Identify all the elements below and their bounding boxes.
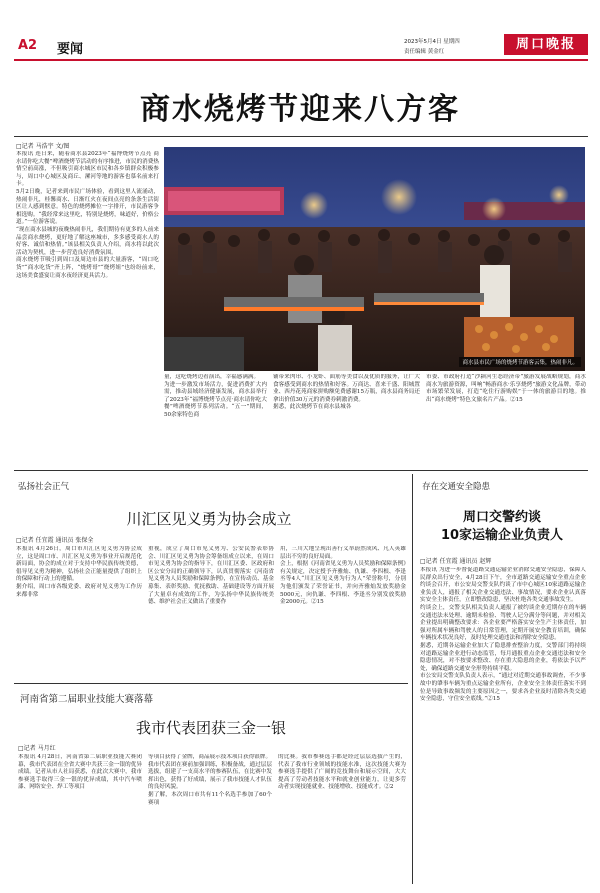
- story4-headline: 我市代表团获三金一银: [135, 719, 286, 737]
- lead-column-2: 量，这吃烧烤边看演出，幸福感满满。 为进一步激发市场活力，促进消费扩大内需，推动县域经济健康发展，商水县举行了2023年“福博烧烤节点亮·商水请你吃大餐”啤酒烧烤节系列活动。“五一”期间，50余家特色商: [164, 374, 267, 418]
- story4-kicker: 河南省第二届职业技能大赛落幕: [20, 694, 154, 705]
- story2-kicker: 弘扬社会正气: [18, 482, 70, 492]
- masthead-rule: [14, 59, 588, 61]
- story3-kicker: 存在交通安全隐患: [422, 482, 491, 492]
- story4-column-2: 等项目获得了金牌，商品展示技术项目获得银牌。 我市代表团在赛前加强训练，积极备战，通过层层选拔，组建了一支高水平的参赛队伍，在比赛中发挥出色，获得了好成绩，展示了我市技能人才队伍的良好风貌。 据了解，本次周口市共有11个名选手参加了60个赛项: [148, 754, 272, 806]
- masthead: [0, 0, 600, 62]
- lead-end-rule: [14, 470, 588, 471]
- newspaper-logo: 周口晚报: [504, 34, 588, 55]
- story2-headline: 川汇区见义勇为协会成立: [126, 510, 292, 528]
- story4-column-1: 本报讯 4月28日，河南省第二届职业技能大赛闭幕，我市代表团在全省大赛中共获三金一银的优异成绩。记者从市人社局获悉，在此次大赛中，我市参赛选手取得三金一银的优异成绩，其中汽车喷漆、网络安全、焊工等项目: [18, 754, 142, 791]
- page-number: A2: [18, 38, 38, 53]
- story3-byline: □记者 任宜霞 通讯员 赵辉: [420, 558, 492, 565]
- lead-column-4: 市委、市政府打造“沙颍河生态经济带”旅游发展战略规划，商水商水为旅游资源，叫响“畅游商水·乐享烧烤”旅游文化品牌，带动市场繁荣发展，打造“吃住行游购娱”于一体的旅游目的地。推出“商水烧烤”特色文旅名片产品。②15: [426, 374, 586, 403]
- story2-column-2: 重视，成立了周口市见义勇为、公安民警表彰协会、川汇区见义勇为协会筹备组成立以来，在周口市见义勇为协会的指导下，在川汇区委、区政府和区公安分局的正确领导下，认真贯彻落实《河南省见义勇为人员奖励和保障条例》，在宣传动员、基金募集、表彰奖励、优抚救助、基础建设等方面开展了大量卓有成效的工作，为弘扬中华民族传统美德、维护社会正义做出了重要作: [148, 546, 274, 606]
- story4-column-3: 的比赛。我市参赛选手都是经过层层选拔产生的，代表了我市行业领域的技能水准，这次技能大赛为参赛选手提供了广阔的竞技舞台和展示空间，大大提高了劳动者技能水平和就业创业能力，让更多劳动者实现技能就业、技能增收、技能成才。②2: [278, 754, 406, 791]
- photo-caption: 商水县市民广场的烧烤节游客云集，热闹非凡。: [459, 357, 581, 367]
- story2-byline: □记者 任宜霞 通讯员 张保全: [16, 537, 94, 544]
- story4-byline: □记者 马月红: [18, 745, 56, 752]
- story3-headline-line1: 周口交警约谈: [462, 510, 541, 525]
- story3-headline-line2: 10家运输企业负责人: [440, 528, 564, 543]
- lead-headline: 商水烧烤节迎来八方客: [140, 92, 460, 127]
- lead-rule: [14, 136, 588, 137]
- lead-column-3: 铺带来肉串、小龙虾、面筋等美食以及优质的服务，让广大食客感受到商水的热情和好客。万商达、喜来千盛、阳城置业、西丹花苑商家拼购额免费感谢15万瓶，商水县商务局还拿出价值30万元的消费券刺激消费。 据悉，此次烧烤节在商水县城各: [273, 374, 420, 411]
- story2-column-3: 用，三川大地呈现出善行义举蔚然成风、凡人英雄层出不穷的良好局面。 会上，根据《河南省见义勇为人员奖励和保障条例》有关规定，决定授予齐雅灿、仇谦、李四根、李逢丞等4人“川汇区见义勇为行为人”荣誉称号，分别为他们颁发了荣誉证书，并向齐雅灿发放奖励金5000元，向仇谦、李四根、李逢丞分别发放奖励金2000元。②15: [280, 546, 406, 606]
- lead-byline: □记者 马浩宇 文/图: [16, 143, 70, 150]
- lead-column-1: 本报讯 连日来，随着商水县2023年“福博烧烤节点亮 商水请你吃大餐”啤酒烧烤节活动的有序推进，市民的消费热情空前高涨，不但吸引商水城区市民和各乡镇群众积极参与，周口中心城区及商丘、漯河等地的游客也慕名前来打卡。 5月2日晚，记者来到市民广场体验，看到这里人流涌动，热闹非凡，桂馨商水、日渐红火在夜间点亮的条条生活街区让人感到惬意。特色的烧烤摊位一字排开，市民游客争相选购。“我经常来这里吃，特别是烧烤，味道好，价格公道。”一位游客说。 “现在商水县城的夜晚热闹非凡，我们期待有更多的人前来品尝商水烧烤，更好地了解这座城市，多多感受商水人的好客、诚信和热情。”该县相关负责人介绍，商水将以此次活动为契机，进一步营造良好消费氛围。 商水烧烤节吸引到周口及周边市县的大量游客，“周口吃货”“商水吃货”齐上阵，“烧烤哥”“烧烤姐”也纷纷前来，这场美食盛宴让商水夜经济更具活力。: [16, 151, 159, 279]
- story3-body: 本报讯 为进一步督促道路交通运输企业消除交通安全隐患，保障人民群众出行安全，4月28日下午，全市道路交通运输安全重点企业约谈会召开，市公安局交警支队约谈了市中心城区10家道路运输企业负责人，通报了相关企业交通违法、事故情况，要求企业认真落实安全主体责任，立即整改隐患，坚决杜绝各类交通事故发生。 约谈会上，交警支队相关负责人通报了被约谈企业近期存在的车辆交通违法未处理、逾期未检验、驾驶人记分满分等问题，并对相关企业提出明确整改要求：各企业要严格落实安全生产主体责任，加强对所属车辆和驾驶人的日常管理，定期开展安全教育培训，确保车辆技术状况良好，及时处理交通违法和消除安全隐患。 据悉，近期各运输企业加大了隐患排查整治力度，交警部门将持续对道路运输企业进行动态监管，每月通报重点企业交通违法和安全隐患情况，对不按要求整改、存在重大隐患的企业，将依法予以严处，确保道路交通安全形势持续平稳。 市公安局交警支队负责人表示，“通过对近期交通事故调查，不少事故中的肇事车辆为重点运输企业所有，企业安全主体责任落实不到位是导致事故频发的主要原因之一，要求各企业及时清除各类交通安全隐患，守住安全底线。”②15: [420, 567, 586, 703]
- column-divider: [412, 474, 413, 884]
- page-editor: 责任编辑 黄金红: [404, 49, 445, 55]
- story2-column-1: 本报讯 4月26日，周口市川汇区见义勇为协会成立，这是周口市、川汇区见义勇为事业开启规范化新局面，协会的成立对于支持中华民族传统美德，倡导见义勇为精神，弘扬社会正能量提供了组织上的保障和行动上的遵循。 据介绍，周口市各级党委、政府对见义勇为工作历来都非常: [16, 546, 142, 598]
- issue-date: 2023年5月4日 星期四: [404, 39, 460, 45]
- section-name: 要闻: [57, 42, 84, 57]
- night-market-photo: [164, 147, 585, 371]
- lead-photo: [164, 147, 585, 371]
- story4-top-rule: [14, 683, 408, 684]
